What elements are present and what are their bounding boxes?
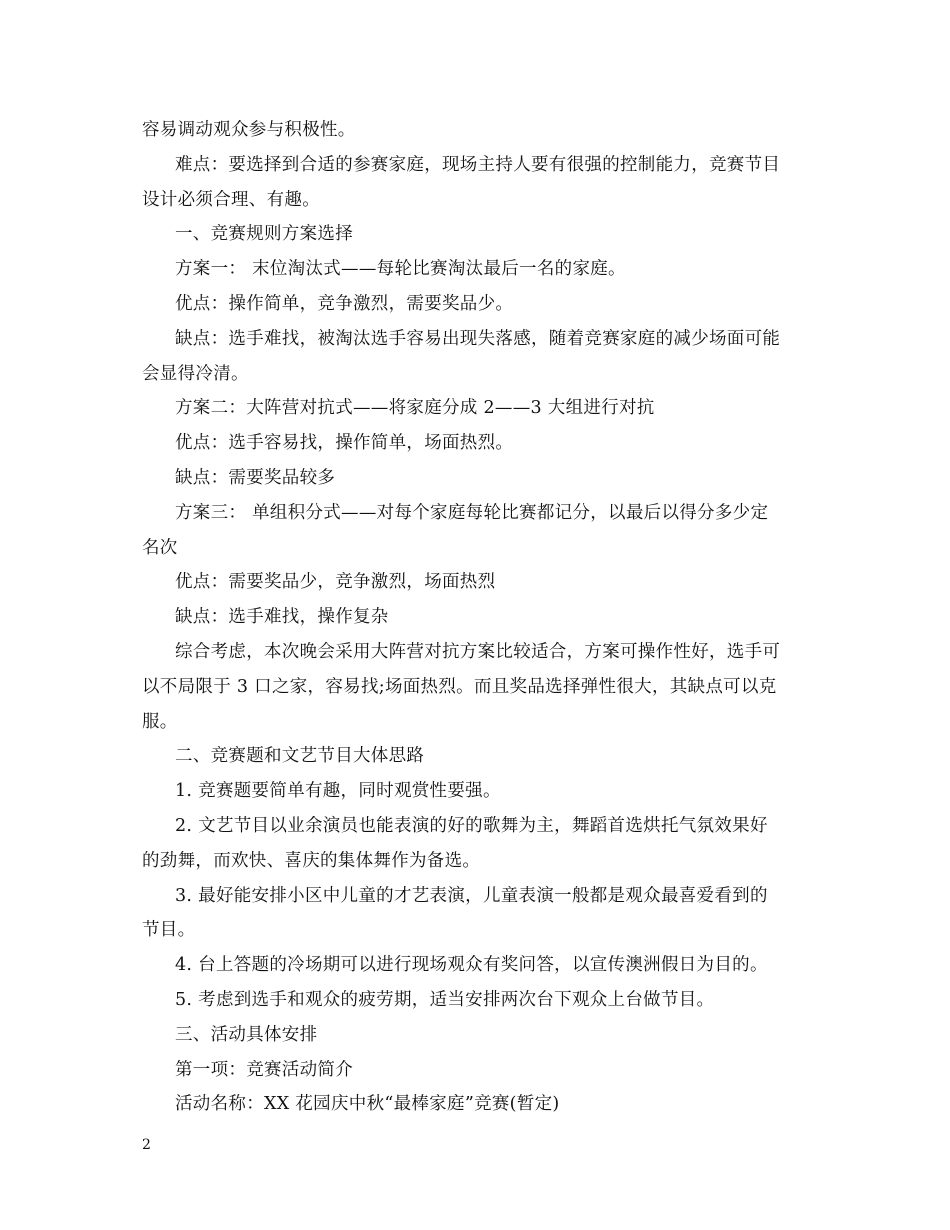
text-line: 二、竞赛题和文艺节目大体思路 — [175, 746, 425, 767]
text-line: 一、竞赛规则方案选择 — [175, 224, 353, 245]
text-line: 优点：选手容易找，操作简单，场面热烈。 — [175, 433, 514, 454]
text-line: 三、活动具体安排 — [175, 1024, 318, 1045]
text-line: 5. 考虑到选手和观众的疲劳期，适当安排两次台下观众上台做节目。 — [175, 989, 715, 1010]
text-line: 优点：需要奖品少，竞争激烈，场面热烈 — [175, 572, 496, 593]
text-line: 优点：操作简单，竞争激烈，需要奖品少。 — [175, 293, 514, 314]
text-line: 4. 台上答题的冷场期可以进行现场观众有奖问答，以宣传澳洲假日为目的。 — [175, 955, 768, 976]
text-line: 方案三： 单组积分式——对每个家庭每轮比赛都记分，以最后以得分多少定 — [175, 502, 769, 523]
text-line: 方案二：大阵营对抗式——将家庭分成 2——3 大组进行对抗 — [175, 398, 655, 419]
text-line: 服。 — [142, 711, 178, 732]
text-line: 名次 — [142, 537, 178, 558]
text-line: 方案一： 末位淘汰式——每轮比赛淘汰最后一名的家庭。 — [175, 259, 626, 280]
page-number: 2 — [142, 1137, 151, 1153]
text-line: 第一项：竞赛活动简介 — [175, 1059, 353, 1080]
body-text — [142, 113, 812, 1122]
text-line: 2. 文艺节目以业余演员也能表演的好的歌舞为主，舞蹈首选烘托气氛效果好 — [175, 815, 768, 836]
text-line: 以不局限于 3 口之家，容易找;场面热烈。而且奖品选择弹性很大，其缺点可以克 — [142, 676, 777, 697]
text-line: 设计必须合理、有趣。 — [142, 189, 320, 210]
text-line: 综合考虑，本次晚会采用大阵营对抗方案比较适合，方案可操作性好，选手可 — [175, 641, 781, 662]
text-line: 3. 最好能安排小区中儿童的才艺表演，儿童表演一般都是观众最喜爱看到的 — [175, 885, 768, 906]
text-line: 容易调动观众参与积极性。 — [142, 120, 356, 140]
text-line: 缺点：选手难找，被淘汰选手容易出现失落感，随着竞赛家庭的减少场面可能 — [175, 328, 781, 349]
text-line: 1. 竞赛题要简单有趣，同时观赏性要强。 — [175, 781, 501, 802]
text-line: 缺点：选手难找，操作复杂 — [175, 607, 389, 628]
text-line: 活动名称：XX 花园庆中秋“最棒家庭”竞赛(暂定) — [175, 1094, 560, 1115]
text-line: 难点：要选择到合适的参赛家庭，现场主持人要有很强的控制能力，竞赛节目 — [175, 154, 781, 175]
text-line: 缺点：需要奖品较多 — [175, 467, 336, 488]
text-line: 节目。 — [142, 920, 196, 941]
text-line: 的劲舞，而欢快、喜庆的集体舞作为备选。 — [142, 850, 481, 871]
text-line: 会显得冷清。 — [142, 363, 249, 384]
